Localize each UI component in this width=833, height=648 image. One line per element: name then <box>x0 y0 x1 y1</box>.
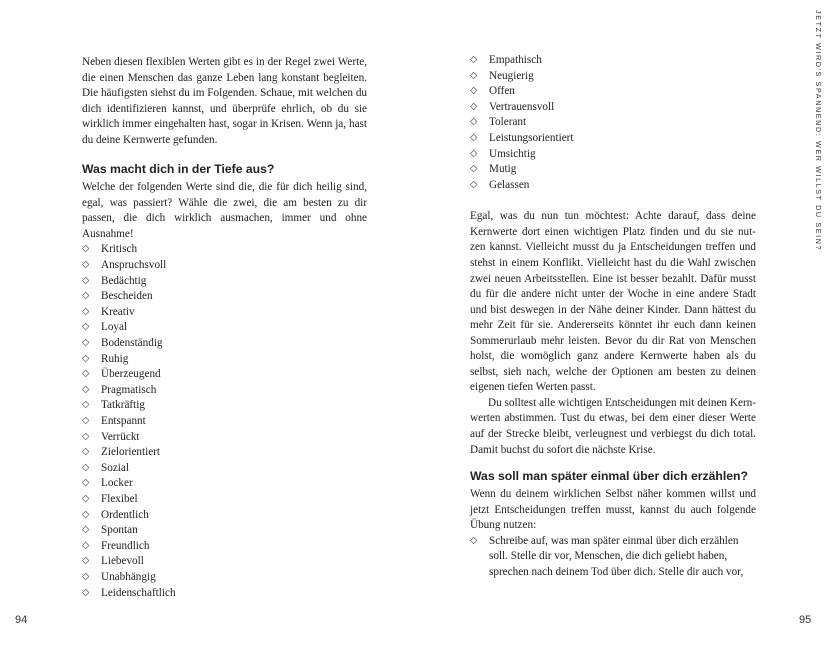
left-question-paragraph <box>82 180 367 242</box>
value-list-item <box>470 84 756 100</box>
text-line: sieh nach, welche der Optionen am besten zu deinen eigenen <box>470 365 756 394</box>
text-line: Wenn du deinem wirklichen Selbst näher kommen willst und <box>470 488 756 501</box>
text-line: Die häufigsten siehst du im Folgenden. Schaue, mit welchen <box>82 87 354 100</box>
value-list-item <box>82 352 367 368</box>
diamond-bullet-icon: ◇ <box>82 244 90 255</box>
diamond-bullet-icon: ◇ <box>82 540 90 551</box>
value-list-item <box>82 367 367 383</box>
value-label: Freundlich <box>101 539 150 552</box>
value-label: Flexibel <box>101 492 138 505</box>
text-line: jetzt Entscheidungen treffen musst, kannst du auch folgende <box>470 503 756 516</box>
value-list-item <box>82 508 367 524</box>
value-label: Neugierig <box>489 69 534 82</box>
text-line: egal, was passiert? Wähle die zwei, die am besten zu dir passen, <box>82 196 367 225</box>
value-label: Kritisch <box>101 243 138 256</box>
exercise-text <box>489 534 756 581</box>
text-line: Übung nutzen: <box>470 519 537 532</box>
diamond-bullet-icon: ◇ <box>470 132 478 143</box>
value-list-item <box>82 383 367 399</box>
diamond-bullet-icon: ◇ <box>470 148 478 159</box>
right-intro-paragraph <box>470 487 756 534</box>
values-list-right <box>470 53 756 193</box>
value-list-item <box>82 242 367 258</box>
diamond-bullet-icon: ◇ <box>82 275 90 286</box>
text-line: du für die andere nicht unter der Woche in eine andere Stadt <box>470 288 756 301</box>
text-line: soll. Stelle dir vor, Menschen, die dich geliebt haben, <box>489 550 728 563</box>
value-list-item <box>82 414 367 430</box>
value-list-item <box>470 131 756 147</box>
value-label: Bodenständig <box>101 337 163 350</box>
value-label: Loyal <box>101 321 128 334</box>
text-line: du dich identifizieren kannst, und überprüfe ehrlich, ob du sie <box>82 87 368 115</box>
value-list-item <box>470 178 756 194</box>
text-line: und bist deswegen in der Nähe deiner Kinder. Dann hättest du <box>470 303 756 316</box>
text-line: die dich wirklich ausmachen, immer und ohne Ausnahme! <box>82 212 367 240</box>
value-label: Ruhig <box>101 352 129 365</box>
value-list-item <box>82 539 367 555</box>
diamond-bullet-icon: ◇ <box>82 509 90 520</box>
text-line: Welche der folgenden Werte sind die, die für dich heilig sind, <box>82 181 367 194</box>
text-line: auf der Strecke bleibt, verleugnest und verbiegst du dich total. <box>470 428 756 440</box>
page-number-right: 95 <box>799 614 812 626</box>
diamond-bullet-icon: ◇ <box>470 117 478 128</box>
value-label: Anspruchsvoll <box>101 259 167 272</box>
value-label: Überzeugend <box>101 368 161 381</box>
diamond-bullet-icon: ◇ <box>82 416 90 426</box>
text-line: Schreibe auf, was man später einmal über dich erzählen <box>489 534 739 547</box>
right-paragraph-align-values <box>470 396 756 458</box>
value-label: Tolerant <box>489 116 527 129</box>
value-list-item <box>82 492 367 508</box>
diamond-bullet-icon: ◇ <box>82 353 90 364</box>
value-list-item <box>82 274 367 290</box>
value-label: Gelassen <box>489 178 530 191</box>
value-list-item <box>82 289 367 305</box>
value-label: Vertrauensvoll <box>489 100 555 113</box>
value-list-item <box>82 398 367 414</box>
value-label: Mutig <box>489 163 517 176</box>
diamond-bullet-icon: ◇ <box>82 478 90 489</box>
text-line: zwei neuen Arbeitsstellen. Eine ist besser bezahlt. Dafür musst <box>470 272 756 285</box>
value-label: Umsichtig <box>489 147 536 160</box>
value-list-item <box>82 336 367 352</box>
diamond-bullet-icon: ◇ <box>470 164 478 175</box>
value-list-item <box>82 554 367 570</box>
diamond-bullet-icon: ◇ <box>470 86 478 97</box>
exercise-item <box>470 534 756 581</box>
text-line: Damit buchst du sofort die nächste Krise. <box>470 443 656 456</box>
diamond-bullet-icon: ◇ <box>82 338 90 349</box>
value-list-item <box>82 461 367 477</box>
text-line: du deine Kernwerte gefunden. <box>82 133 218 146</box>
value-list-item <box>82 305 367 321</box>
text-line: stehst in einem Konflikt. Vielleicht hast du die Wahl zwischen <box>470 256 756 269</box>
value-label: Liebevoll <box>101 555 144 568</box>
left-page <box>0 0 416 648</box>
value-list-item <box>82 445 367 461</box>
diamond-bullet-icon: ◇ <box>470 101 478 112</box>
value-label: Sozial <box>101 461 129 474</box>
text-line: tiefen Werten passt. <box>507 381 596 394</box>
value-label: Verrückt <box>101 430 140 443</box>
diamond-bullet-icon: ◇ <box>82 493 90 504</box>
value-list-item <box>82 430 367 446</box>
value-list-item <box>82 258 367 274</box>
values-list-left <box>82 242 367 601</box>
diamond-bullet-icon: ◇ <box>82 322 90 333</box>
diamond-bullet-icon: ◇ <box>470 179 478 190</box>
value-label: Leidenschaftlich <box>101 586 176 599</box>
value-label: Bedächtig <box>101 274 147 287</box>
diamond-bullet-icon: ◇ <box>470 70 478 81</box>
spacer <box>470 193 756 209</box>
left-text-column <box>82 55 367 601</box>
diamond-bullet-icon: ◇ <box>82 260 90 271</box>
value-list-item <box>82 570 367 586</box>
text-line: Egal, was du nun tun möchtest: Achte darauf, dass deine <box>470 210 756 223</box>
left-intro-paragraph <box>82 55 367 148</box>
value-list-item <box>470 147 756 163</box>
value-label: Unabhängig <box>101 570 156 583</box>
text-line: mehr Zeit für sie. Andererseits könntet ihr euch dann keinen <box>470 319 756 332</box>
diamond-bullet-icon: ◇ <box>82 306 90 317</box>
text-line: Kernwerte dort einen wichtigen Platz finden und du sie nut- <box>470 225 756 238</box>
value-label: Locker <box>101 477 133 490</box>
section-heading-depth: Was macht dich in der Tiefe aus? <box>82 162 275 177</box>
value-label: Entspannt <box>101 415 146 427</box>
value-label: Offen <box>489 85 515 98</box>
text-line: die einen Menschen das ganze Leben lang konstant begleiten. <box>82 71 367 84</box>
value-label: Kreativ <box>101 305 135 318</box>
value-list-item <box>470 162 756 178</box>
diamond-bullet-icon: ◇ <box>82 291 90 302</box>
text-line: Du solltest alle wichtigen Entscheidungen mit deinen Kern- <box>488 396 756 409</box>
diamond-bullet-icon: ◇ <box>470 535 478 546</box>
diamond-bullet-icon: ◇ <box>82 369 90 380</box>
diamond-bullet-icon: ◇ <box>82 431 90 442</box>
value-list-item <box>470 53 756 69</box>
value-list-item <box>470 100 756 116</box>
right-paragraph-decisions <box>470 209 756 396</box>
value-label: Tatkräftig <box>101 399 145 412</box>
text-line: Sommerurlaub mehr leisten. Bevor du dir Rat von Menschen <box>470 334 756 347</box>
value-label: Bescheiden <box>101 290 153 303</box>
value-list-item <box>82 476 367 492</box>
text-line: sprechen nach deinem Tod über dich. Stelle dir auch vor, <box>489 565 744 578</box>
diamond-bullet-icon: ◇ <box>82 525 90 536</box>
text-line: wirklich immer eingehalten hast, sogar in Krisen. Wenn ja, hast <box>82 118 367 131</box>
value-label: Spontan <box>101 524 138 537</box>
section-heading-legacy: Was soll man später einmal über dich erzählen? <box>470 469 748 484</box>
right-page <box>416 0 833 648</box>
value-label: Pragmatisch <box>101 383 157 396</box>
value-list-item <box>82 586 367 602</box>
value-list-item <box>82 320 367 336</box>
diamond-bullet-icon: ◇ <box>82 447 90 458</box>
value-label: Zielorientiert <box>101 446 161 459</box>
value-list-item <box>470 115 756 131</box>
right-text-column <box>470 53 756 580</box>
value-label: Empathisch <box>489 54 542 66</box>
value-list-item <box>470 69 756 85</box>
text-line: zen kannst. Vielleicht musst du ja Entscheidungen treffen und <box>470 241 756 254</box>
diamond-bullet-icon: ◇ <box>82 384 90 395</box>
page-number-left: 94 <box>15 614 28 626</box>
diamond-bullet-icon: ◇ <box>82 400 90 411</box>
diamond-bullet-icon: ◇ <box>82 587 90 598</box>
running-head: JETZT WIRD'S SPANNEND: WER WILLST DU SEIN? <box>814 10 823 252</box>
diamond-bullet-icon: ◇ <box>470 55 478 65</box>
text-line: holst, die womöglich ganz andere Kernwerte haben als du selbst, <box>470 350 756 378</box>
text-line: werten abstimmen. Tust du etwas, bei dem einer dieser Werte <box>470 412 756 425</box>
value-label: Ordentlich <box>101 508 149 521</box>
value-label: Leistungsorientiert <box>489 131 574 144</box>
value-list-item <box>82 523 367 539</box>
diamond-bullet-icon: ◇ <box>82 462 90 473</box>
diamond-bullet-icon: ◇ <box>82 556 90 567</box>
diamond-bullet-icon: ◇ <box>82 571 90 582</box>
text-line: Neben diesen flexiblen Werten gibt es in der Regel zwei Werte, <box>82 56 367 68</box>
